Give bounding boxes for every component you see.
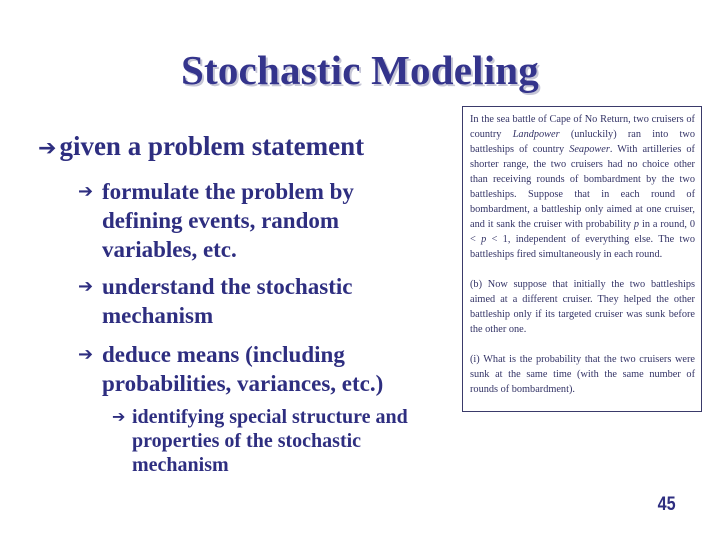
arrow-right-icon: ➔ — [112, 407, 126, 426]
bullet-given-problem — [38, 130, 364, 165]
bullet-text: identifying special structure and properties of the stochastic mechanism — [132, 406, 408, 476]
problem-paragraph-2: (b) Now suppose that initially the two battleships aimed at a different cruiser. They helped the other battleship only if its targeted cruiser was sunk before the other one. — [470, 279, 695, 335]
problem-box — [462, 106, 702, 412]
bullet-text: given a problem statement — [59, 131, 365, 161]
problem-paragraph-1: In the sea battle of Cape of No Return, two cruisers of country Landpower (unluckily) ran into two battleships of country Seapower. With artilleries of shorter range, the two cruisers had no choice other than receiving rounds of bombardment by the two battleships. Suppose that in each round of bombardment, a battleship only aimed at one cruiser, and it sank the cruiser with probability p in a round, 0 < p < 1, independent of everything else. The two battleships fired simultaneously in each round. — [470, 114, 695, 260]
bullet-text: understand the stochastic mechanism — [102, 274, 353, 328]
arrow-right-icon: ➔ — [78, 276, 94, 297]
arrow-right-icon: ➔ — [38, 136, 57, 161]
bullet-text: deduce means (including probabilities, variances, etc.) — [102, 342, 384, 396]
page-number: 45 — [657, 494, 676, 515]
bullet-identifying — [112, 405, 442, 477]
problem-paragraph-3: (i) What is the probability that the two cruisers were sunk at the same time (with the same number of rounds of bombardment). — [470, 354, 695, 395]
bullet-understand — [78, 272, 428, 330]
bullet-deduce — [78, 340, 418, 398]
slide-title: Stochastic Modeling — [181, 47, 539, 93]
bullet-formulate — [78, 177, 428, 264]
bullet-text: formulate the problem by defining events, random variables, etc. — [102, 179, 354, 262]
arrow-right-icon: ➔ — [78, 181, 94, 202]
arrow-right-icon: ➔ — [78, 344, 94, 365]
